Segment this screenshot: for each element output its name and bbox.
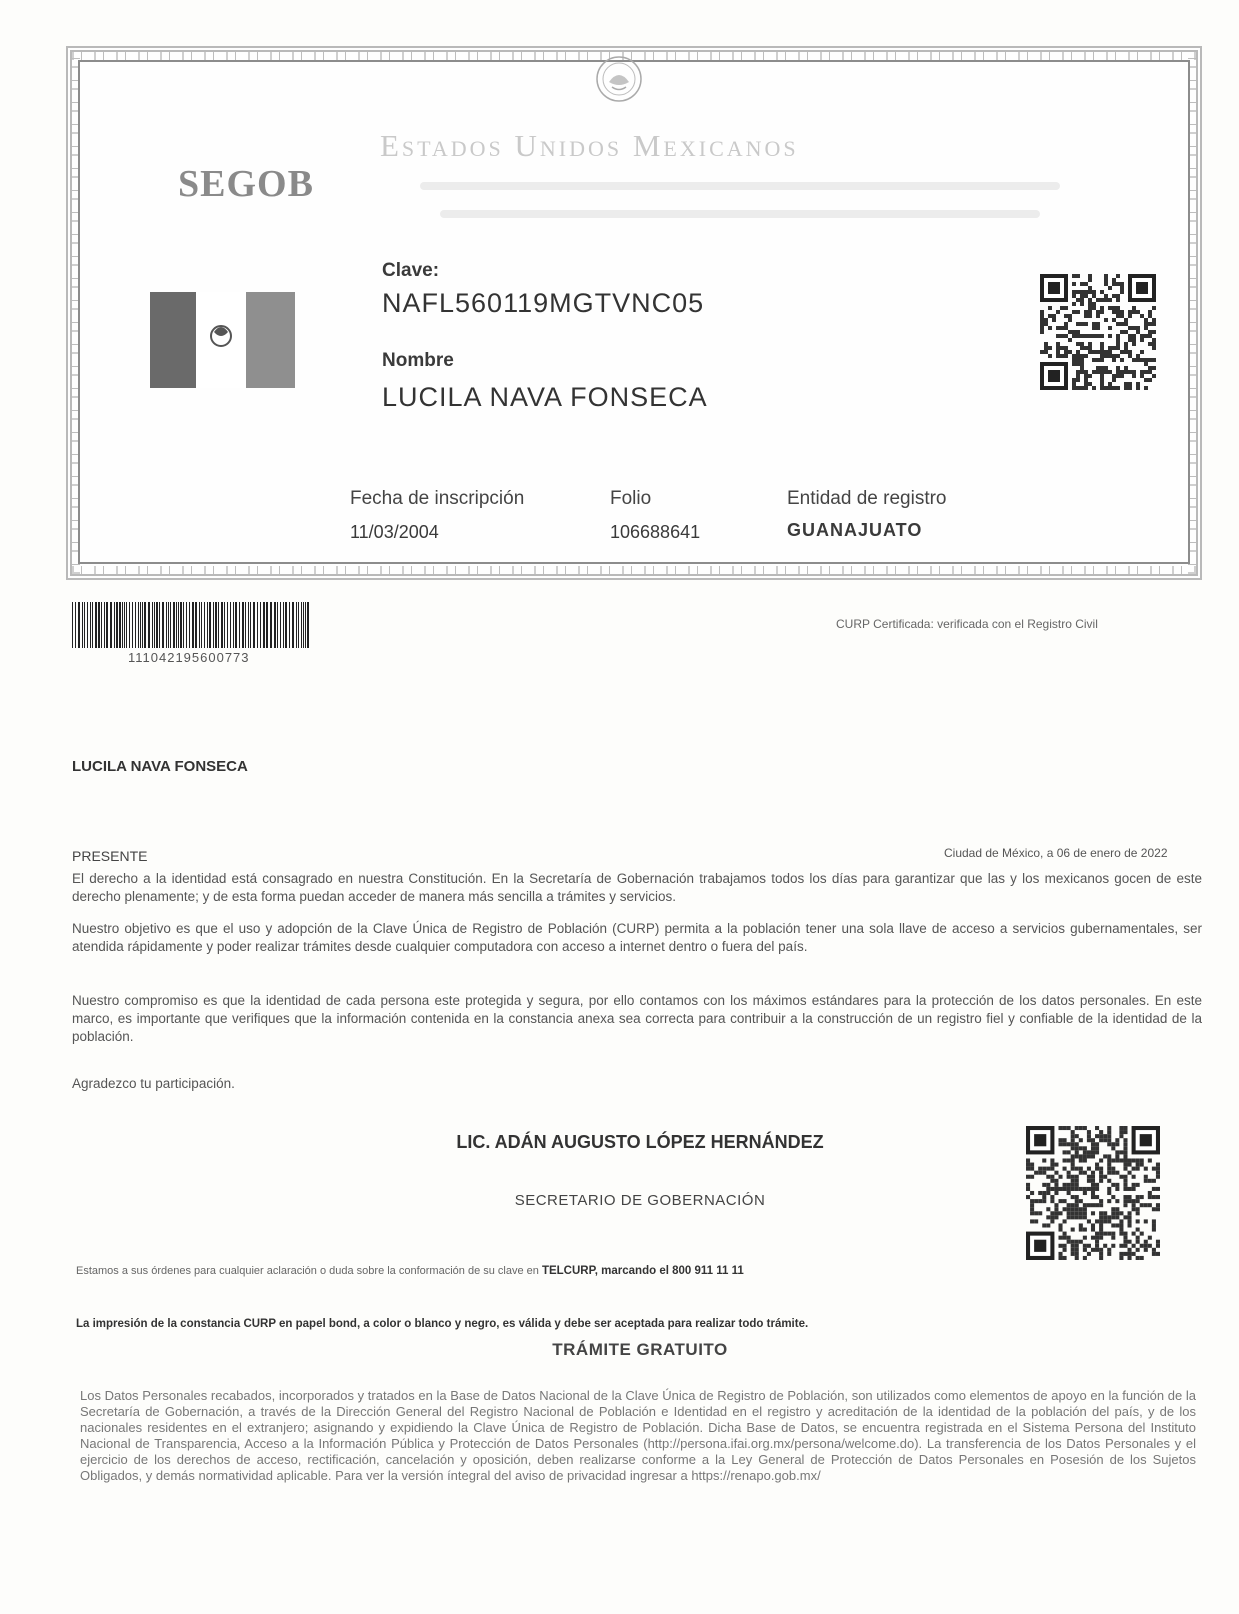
clave-value: NAFL560119MGTVNC05 — [382, 288, 705, 318]
telcurp-line — [76, 1265, 744, 1277]
impresion-note: La impresión de la constancia CURP en papel bond, a color o blanco y negro, es válida y debe ser aceptada para realizar todo trámite. — [76, 1318, 809, 1330]
entidad-registro-label: Entidad de registro — [787, 488, 947, 509]
folio-label: Folio — [610, 488, 652, 509]
qr-code-icon — [1040, 274, 1156, 395]
nombre-value: LUCILA NAVA FONSECA — [382, 382, 708, 412]
letter-paragraph: El derecho a la identidad está consagrado en nuestra Constitución. En la Secretaría de Gobernación trabajamos todos los días para garantizar que las y los mexicanos gocen de este derecho plenamente; y de esta forma puedan acceder de manera más sencilla a trámites y servicios. — [72, 871, 1202, 904]
clave-label: Clave: — [382, 260, 440, 281]
letter-presente: PRESENTE — [72, 848, 148, 864]
fecha-inscripcion-label: Fecha de inscripción — [350, 488, 525, 509]
national-seal-icon — [594, 54, 644, 109]
letter-date: Ciudad de México, a 06 de enero de 2022 — [944, 846, 1168, 860]
agency-logo-text: SEGOB — [178, 163, 314, 205]
nombre-label: Nombre — [382, 350, 454, 371]
letter-addressee: LUCILA NAVA FONSECA — [72, 758, 248, 775]
barcode-number: 111042195600773 — [128, 650, 250, 665]
country-heading: Estados Unidos Mexicanos — [380, 128, 799, 163]
faint-subheading-line — [440, 210, 1040, 218]
entidad-registro-value: GUANAJUATO — [787, 520, 923, 540]
certificada-note: CURP Certificada: verificada con el Registro Civil — [836, 617, 1098, 631]
barcode-icon — [72, 602, 312, 653]
privacy-notice: Los Datos Personales recabados, incorporados y tratados en la Base de Datos Nacional de la Clave Única de Registro de Población, son utilizados como elementos de apoyo en la función de la Secretaría de Gobernación, a través de la Dirección General del Registro Nacional de Población e Identidad en el registro y acreditación de la identidad de la población del país, y de los nacionales residentes en el extranjero; asignando y expidiendo la Clave Única de Registro de Población. Dicha Base de Datos, se encuentra registrada en el Sistema Persona del Instituto Nacional de Transparencia, Acceso a la Información Pública y Protección de Datos Personales (http://persona.ifai.org.mx/persona/welcome.do). La transferencia de los Datos Personales y el ejercicio de los derechos de acceso, rectificación, cancelación y oposición, deben realizarse conforme a la Ley General de Protección de Datos Personales en Posesión de los Sujetos Obligados, y demás normatividad aplicable. Para ver la versión íntegral del aviso de privacidad ingresar a https://renapo.gob.mx/ — [80, 1388, 1196, 1483]
telcurp-phone: TELCURP, marcando el 800 911 11 11 — [541, 1265, 744, 1277]
letter-paragraph: Nuestro compromiso es que la identidad de cada persona este protegida y segura, por ello contamos con los máximos estándares para la protección de los datos personales. En este marco, es importante que verifiques que la información contenida en la constancia anexa sea correcta para contribuir a la construcción de un registro fiel y confiable de la identidad de la población. — [72, 993, 1202, 1044]
signer-name: LIC. ADÁN AUGUSTO LÓPEZ HERNÁNDEZ — [456, 1132, 824, 1152]
letter-closing: Agradezco tu participación. — [72, 1076, 235, 1091]
tramite-gratuito: TRÁMITE GRATUITO — [552, 1340, 728, 1359]
faint-subheading-line — [420, 182, 1060, 190]
mexican-flag-icon — [150, 292, 295, 388]
fecha-inscripcion-value: 11/03/2004 — [350, 522, 439, 542]
telcurp-text: Estamos a sus órdenes para cualquier aclaración o duda sobre la conformación de su clave en — [76, 1265, 539, 1277]
qr-code-icon — [1026, 1126, 1160, 1265]
letter-paragraph: Nuestro objetivo es que el uso y adopción de la Clave Única de Registro de Población (CURP) permita a la población tener una sola llave de acceso a servicios gubernamentales, ser atendida rápidamente y poder realizar trámites desde cualquier computadora con acceso a internet dentro o fuera del país. — [72, 921, 1202, 954]
folio-value: 106688641 — [610, 522, 701, 542]
signer-title: SECRETARIO DE GOBERNACIÓN — [514, 1192, 766, 1209]
